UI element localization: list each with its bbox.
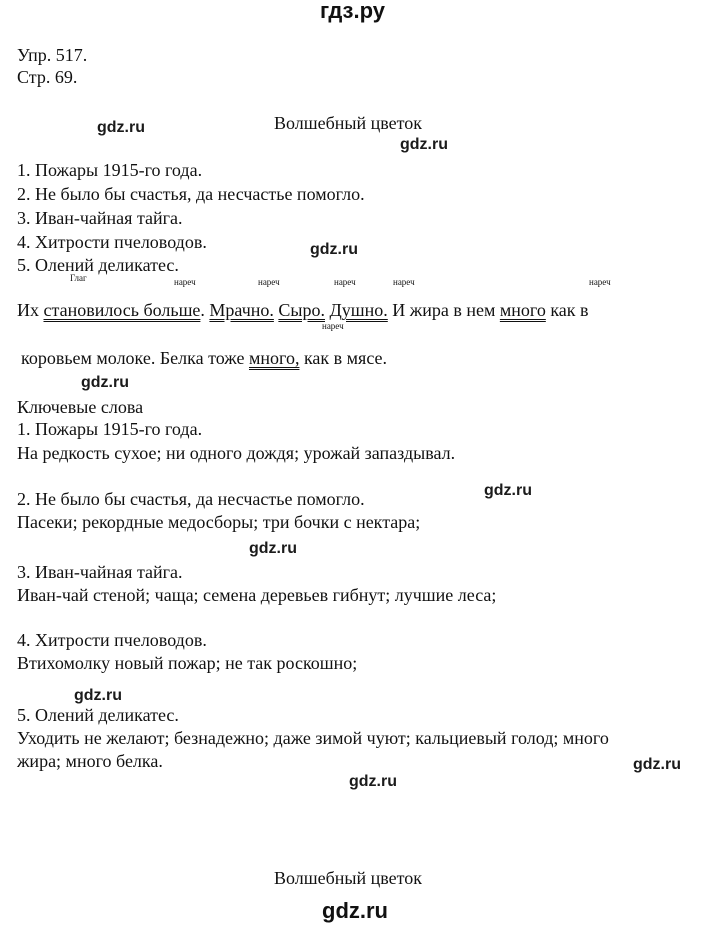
predicate-word: много, — [248, 348, 300, 368]
annotation-adverb: нареч — [258, 277, 280, 287]
plan-item: 3. Иван-чайная тайга. — [17, 208, 183, 228]
word: Их — [17, 300, 39, 320]
keywords-item-words: Иван-чай стеной; чаща; семена деревьев гибнут; лучшие леса; — [17, 585, 497, 605]
plan-item: 1. Пожары 1915-го года. — [17, 160, 203, 180]
page-number: Стр. 69. — [17, 67, 78, 87]
plan-item: 2. Не было бы счастья, да несчастье помогло. — [17, 184, 365, 204]
keywords-item-title: 4. Хитрости пчеловодов. — [17, 630, 207, 650]
annotation-adverb: нареч — [322, 321, 344, 331]
word: И жира в нем — [392, 300, 496, 320]
watermark: gdz.ru — [400, 136, 448, 153]
exercise-number: Упр. 517. — [17, 45, 88, 65]
word: как в мясе. — [303, 348, 388, 368]
annotation-adverb: нареч — [589, 277, 611, 287]
annotation-adverb: нареч — [174, 277, 196, 287]
watermark: gdz.ru — [310, 241, 358, 258]
parsed-sentence-line — [17, 299, 589, 321]
watermark: gdz.ru — [74, 687, 122, 704]
watermark: gdz.ru — [249, 540, 297, 557]
watermark: gdz.ru — [349, 773, 397, 790]
annotation-verb: Глаг — [70, 273, 87, 283]
keywords-item-title: 1. Пожары 1915-го года. — [17, 419, 203, 439]
annotation-adverb: нареч — [334, 277, 356, 287]
text-title: Волшебный цветок — [274, 113, 423, 133]
keywords-item-words: Пасеки; рекордные медосборы; три бочки с нектара; — [17, 512, 421, 532]
parsed-sentence-line — [21, 347, 387, 369]
watermark: gdz.ru — [633, 756, 681, 773]
watermark: gdz.ru — [484, 482, 532, 499]
keywords-heading: Ключевые слова — [17, 397, 144, 417]
keywords-item-title: 2. Не было бы счастья, да несчастье помогло. — [17, 489, 365, 509]
site-header: гдз.ру — [320, 0, 385, 23]
predicate-word: Душно. — [329, 300, 388, 320]
keywords-item-words: На редкость сухое; ни одного дождя; урожай запаздывал. — [17, 443, 456, 463]
plan-item: 4. Хитрости пчеловодов. — [17, 232, 207, 252]
keywords-item-title: 3. Иван-чайная тайга. — [17, 562, 183, 582]
keywords-item-words: Уходить не желают; безнадежно; даже зимой чуют; кальциевый голод; много — [17, 728, 609, 748]
footer-site: gdz.ru — [322, 898, 388, 923]
watermark: gdz.ru — [97, 119, 145, 136]
keywords-item-words: Втихомолку новый пожар; не так роскошно; — [17, 653, 358, 673]
predicate-word: много — [499, 300, 546, 320]
plan-item: 5. Олений деликатес. — [17, 255, 179, 275]
footer-title: Волшебный цветок — [274, 868, 423, 888]
predicate-word: Мрачно. — [209, 300, 274, 320]
keywords-item-words: жира; много белка. — [17, 751, 163, 771]
keywords-item-title: 5. Олений деликатес. — [17, 705, 179, 725]
annotation-adverb: нареч — [393, 277, 415, 287]
punct: . — [200, 300, 205, 320]
watermark: gdz.ru — [81, 374, 129, 391]
predicate-word: становилось больше — [43, 300, 201, 320]
word: коровьем молоке. Белка тоже — [21, 348, 245, 368]
word: как в — [550, 300, 589, 320]
predicate-word: Сыро. — [278, 300, 325, 320]
